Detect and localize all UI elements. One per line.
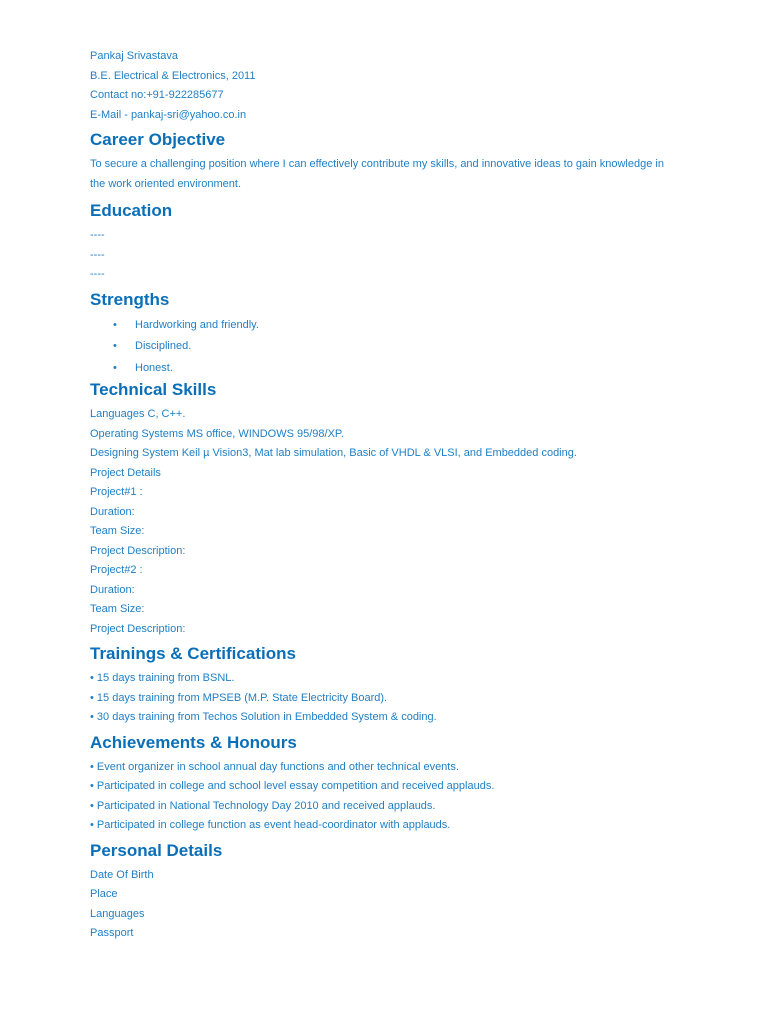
skill-line: Project Description: bbox=[90, 544, 186, 557]
personal-details-list bbox=[90, 866, 690, 944]
skill-line: Team Size: bbox=[90, 525, 145, 537]
bullet-icon: • bbox=[113, 361, 117, 374]
personal-detail-item: Place bbox=[90, 888, 118, 900]
strength-text: Hardworking and friendly. bbox=[135, 318, 259, 331]
bullet-icon: • bbox=[113, 318, 117, 331]
technical-skills-heading: Technical Skills bbox=[90, 380, 217, 399]
skill-line: Designing System Keil µ Vision3, Mat lab simulation, Basic of VHDL & VLSI, and Embedded coding. bbox=[90, 447, 577, 459]
email-line: E-Mail - pankaj-sri@yahoo.co.in bbox=[90, 108, 247, 121]
achievement-item: • Participated in National Technology Day 2010 and received applauds. bbox=[90, 799, 436, 812]
personal-detail-item: Date Of Birth bbox=[90, 868, 154, 881]
training-item: • 30 days training from Techos Solution in Embedded System & coding. bbox=[90, 711, 437, 723]
training-item: • 15 days training from BSNL. bbox=[90, 672, 235, 684]
resume-document bbox=[90, 47, 690, 944]
achievements-list bbox=[90, 758, 690, 836]
candidate-name: Pankaj Srivastava bbox=[90, 50, 179, 62]
trainings-heading: Trainings & Certifications bbox=[90, 644, 296, 663]
strength-item bbox=[90, 315, 690, 337]
strengths-list bbox=[90, 315, 690, 380]
strength-item bbox=[90, 336, 690, 358]
technical-skills-list bbox=[90, 405, 690, 639]
strength-item bbox=[90, 358, 690, 380]
skill-line: Project#2 : bbox=[90, 564, 143, 576]
skill-line: Operating Systems MS office, WINDOWS 95/98/XP. bbox=[90, 427, 344, 440]
achievement-item: • Participated in college and school level essay competition and received applauds. bbox=[90, 780, 495, 792]
skill-line: Project Details bbox=[90, 466, 161, 479]
personal-detail-item: Languages bbox=[90, 907, 145, 920]
skill-line: Project#1 : bbox=[90, 486, 143, 498]
degree-line: B.E. Electrical & Electronics, 2011 bbox=[90, 69, 256, 82]
skill-line: Duration: bbox=[90, 583, 135, 596]
personal-details-heading: Personal Details bbox=[90, 840, 223, 860]
bullet-icon: • bbox=[113, 340, 117, 352]
education-heading: Education bbox=[90, 201, 173, 220]
education-item: ---- bbox=[90, 229, 105, 241]
skill-line: Languages C, C++. bbox=[90, 408, 186, 420]
training-item: • 15 days training from MPSEB (M.P. State Electricity Board). bbox=[90, 691, 388, 704]
education-item: ---- bbox=[90, 248, 105, 261]
achievement-item: • Event organizer in school annual day functions and other technical events. bbox=[90, 760, 459, 773]
education-item: ---- bbox=[90, 268, 105, 280]
skill-line: Duration: bbox=[90, 505, 135, 518]
contact-number: Contact no:+91-922285677 bbox=[90, 89, 224, 101]
personal-detail-item: Passport bbox=[90, 927, 134, 939]
strength-text: Disciplined. bbox=[135, 340, 192, 352]
strength-text: Honest. bbox=[135, 361, 173, 374]
contact-block bbox=[90, 47, 690, 125]
career-objective-text: To secure a challenging position where I can effectively contribute my skills, and innovative ideas to gain knowledge in the work oriented environment. bbox=[90, 158, 664, 190]
education-list bbox=[90, 226, 690, 285]
achievement-item: • Participated in college function as event head-coordinator with applauds. bbox=[90, 819, 451, 831]
skill-line: Project Description: bbox=[90, 622, 186, 635]
skill-line: Team Size: bbox=[90, 603, 145, 615]
trainings-list bbox=[90, 669, 690, 728]
career-objective-heading: Career Objective bbox=[90, 130, 226, 149]
achievements-heading: Achievements & Honours bbox=[90, 732, 297, 752]
strengths-heading: Strengths bbox=[90, 289, 170, 309]
